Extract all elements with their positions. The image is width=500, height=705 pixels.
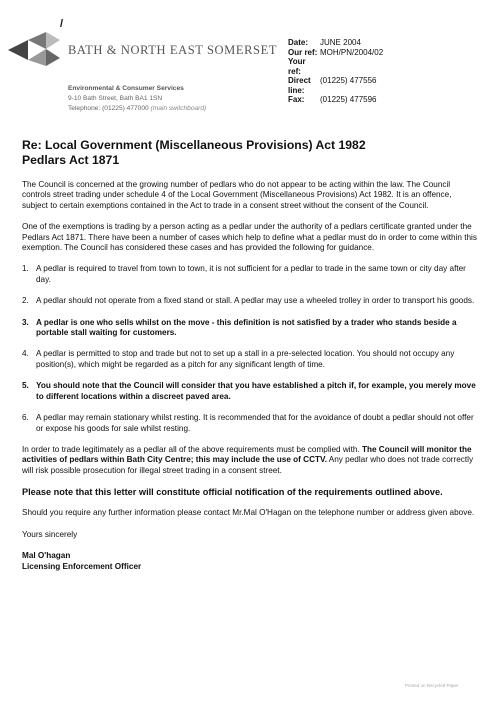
- prosecution-text: Any pedlar who does not trade correctly will risk possible prosecution for illegal street trading in a consent street.: [22, 455, 474, 475]
- paragraph-compliance: [22, 445, 478, 476]
- cctv-notice: The Council will monitor the activities of pedlars within Bath City Centre; this may include the use of CCTV.: [22, 444, 472, 465]
- paragraph-contact: Should you require any further information please contact Mr.Mal O'Hagan on the telephone number or address given above.: [22, 508, 475, 518]
- list-number: 6.: [22, 413, 29, 423]
- list-item: [22, 413, 478, 434]
- list-text: A pedlar should not operate from a fixed stand or stall. A pedlar may use a wheeled trolley in order to transport his goods.: [36, 296, 475, 306]
- compliance-text: In order to trade legitimately as a pedlar all of the above requirements must be complied with.: [22, 444, 360, 454]
- list-text: A pedlar is required to travel from town to town, it is not sufficient for a pedlar to trade in the same town or city day after day.: [36, 264, 466, 284]
- ref-value: (01225) 477596: [320, 95, 377, 104]
- paragraph-intro: The Council is concerned at the growing number of pedlars who do not appear to be acting within the law. The Council controls street trading under schedule 4 of the Local Government (Miscellaneous Provisions) Act 1982. It is an offence, subject to certain exemptions contained in the Act to trade in a consent street without the consent of the Council.: [22, 180, 452, 210]
- list-text: A pedlar may remain stationary whilst resting. It is recommended that for the avoidance of doubt a pedlar should not offer or expose his goods for sale whilst resting.: [36, 413, 474, 433]
- ref-value: MOH/PN/2004/02: [320, 47, 384, 57]
- ref-value: (01225) 477556: [320, 76, 377, 85]
- list-item: [22, 296, 478, 306]
- list-item: [22, 264, 478, 285]
- list-item: [22, 318, 478, 339]
- list-number: 4.: [22, 349, 29, 359]
- reference-block: [288, 38, 383, 105]
- ref-row-our-ref: [288, 48, 383, 58]
- list-number: 5.: [22, 381, 29, 391]
- ref-label: Date:: [288, 38, 309, 47]
- telephone: Telephone: (01225) 477000: [68, 105, 149, 112]
- ref-label: Direct line:: [288, 76, 311, 95]
- org-name: BATH & NORTH EAST SOMERSET: [68, 43, 278, 57]
- list-number: 1.: [22, 264, 29, 274]
- subject-heading: [22, 138, 366, 168]
- council-logo-icon: [6, 30, 62, 68]
- switchboard-note: (main switchboard): [150, 105, 207, 112]
- official-notice: Please note that this letter will constitute official notification of the requirements outlined above.: [22, 487, 443, 498]
- guidance-list: [22, 264, 478, 433]
- ref-label: Our ref:: [288, 47, 318, 57]
- department-address: [68, 84, 206, 114]
- address-line: 9-10 Bath Street, Bath BA1 1SN: [68, 95, 163, 102]
- telephone-line: [68, 104, 206, 114]
- ref-row-direct-line: [288, 76, 383, 95]
- list-item: [22, 349, 478, 370]
- handwritten-mark: /: [60, 18, 64, 30]
- list-text: You should note that the Council will consider that you have established a pitch if, for example, you merely move to different locations within a discreet paved area.: [36, 381, 476, 401]
- department-name: Environmental & Consumer Services: [68, 85, 184, 92]
- list-number: 2.: [22, 296, 29, 306]
- ref-row-fax: [288, 95, 383, 105]
- ref-label: Fax:: [288, 95, 305, 104]
- list-item: [22, 381, 478, 402]
- ref-label: Your ref:: [288, 57, 306, 76]
- subject-line-2: Pedlars Act 1871: [22, 153, 120, 167]
- signatory-title: Licensing Enforcement Officer: [22, 561, 142, 571]
- ref-row-your-ref: [288, 57, 383, 76]
- recycled-paper-mark: Printed on Recycled Paper: [405, 683, 459, 688]
- signatory-name: Mal O'hagan: [22, 551, 71, 561]
- subject-line-1: Re: Local Government (Miscellaneous Provisions) Act 1982: [22, 138, 366, 152]
- letter-body: [22, 180, 478, 572]
- paragraph-exemptions: One of the exemptions is trading by a person acting as a pedlar under the authority of a pedlars certificate granted under the Pedlars Act 1871. There have been a number of cases which help to define what a pedlar must do in order to come within this exemption. The Council has considered these cases and has provided the following for guidance.: [22, 222, 477, 253]
- list-text: A pedlar is one who sells whilst on the move - this definition is not satisfied by a trader who stands beside a portable stall waiting for customers.: [36, 317, 457, 338]
- closing: Yours sincerely: [22, 529, 78, 539]
- ref-value: JUNE 2004: [320, 38, 361, 47]
- list-text: A pedlar is permitted to stop and trade but not to set up a stall in a pre-selected location. You should not occupy any position(s), which might be regarded as a pitch for any significant length of time.: [36, 349, 455, 369]
- ref-row-date: [288, 38, 383, 48]
- list-number: 3.: [22, 317, 29, 327]
